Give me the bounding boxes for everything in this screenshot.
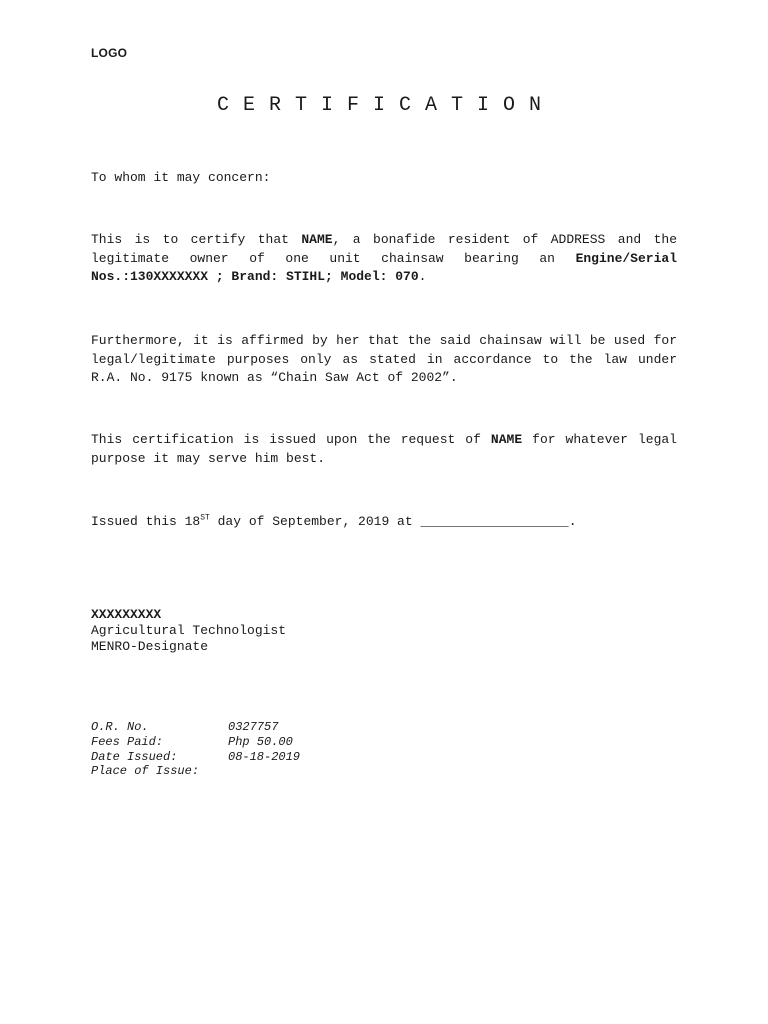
receipt-row (91, 720, 300, 735)
receipt-row (91, 735, 300, 750)
place-blank: ___________________ (420, 514, 569, 529)
logo-placeholder: LOGO (91, 46, 128, 60)
requester-name: NAME (490, 432, 523, 447)
certify-text-c: . (418, 269, 427, 284)
chainsaw-details: Engine/Serial Nos.:130XXXXXXX ; Brand: STIHL; Model: 070 (91, 250, 677, 284)
receipt-label: Date Issued: (91, 749, 178, 764)
receipt-value: 0327757 (228, 720, 279, 734)
receipt-label: Fees Paid: (91, 734, 164, 749)
receipt-label: Place of Issue: (91, 764, 200, 779)
request-text-a: This certification is issued upon the request of (91, 432, 491, 447)
certify-text-a: This is to certify that (91, 232, 302, 247)
issued-text-a: Issued this 18 (91, 514, 201, 529)
receipt-row (91, 750, 300, 765)
issued-text-b: day of September, 2019 at (209, 514, 421, 529)
signatory-name: XXXXXXXXX (91, 607, 162, 622)
affirmation-paragraph: Furthermore, it is affirmed by her that the said chainsaw will be used for legal/legitimate purposes only as stated in accordance to the law under R.A. No. 9175 known as “Chain Saw Act of 2002”. (91, 333, 677, 385)
document-title: CERTIFICATION (216, 94, 556, 117)
issued-text-c: . (568, 514, 577, 529)
signatory-office: MENRO-Designate (91, 639, 209, 654)
receipt-label: O.R. No. (91, 720, 149, 734)
signatory-position: Agricultural Technologist (91, 623, 287, 638)
signature-block (91, 607, 286, 655)
owner-name: NAME (301, 232, 333, 247)
receipt-value: Php 50.00 (228, 734, 293, 749)
receipt-row (91, 764, 300, 779)
issued-paragraph (91, 513, 677, 532)
request-paragraph (91, 431, 677, 468)
certify-text-b: , a bonafide resident of ADDRESS and the legitimate owner of one unit chainsaw bearing an (91, 232, 677, 266)
salutation: To whom it may concern: (91, 170, 271, 185)
receipt-details (91, 720, 300, 779)
receipt-value: 08-18-2019 (228, 749, 301, 764)
request-text-b: for whatever legal purpose it may serve him best. (91, 432, 677, 466)
day-suffix: ST (200, 513, 210, 523)
certify-paragraph (91, 231, 677, 287)
